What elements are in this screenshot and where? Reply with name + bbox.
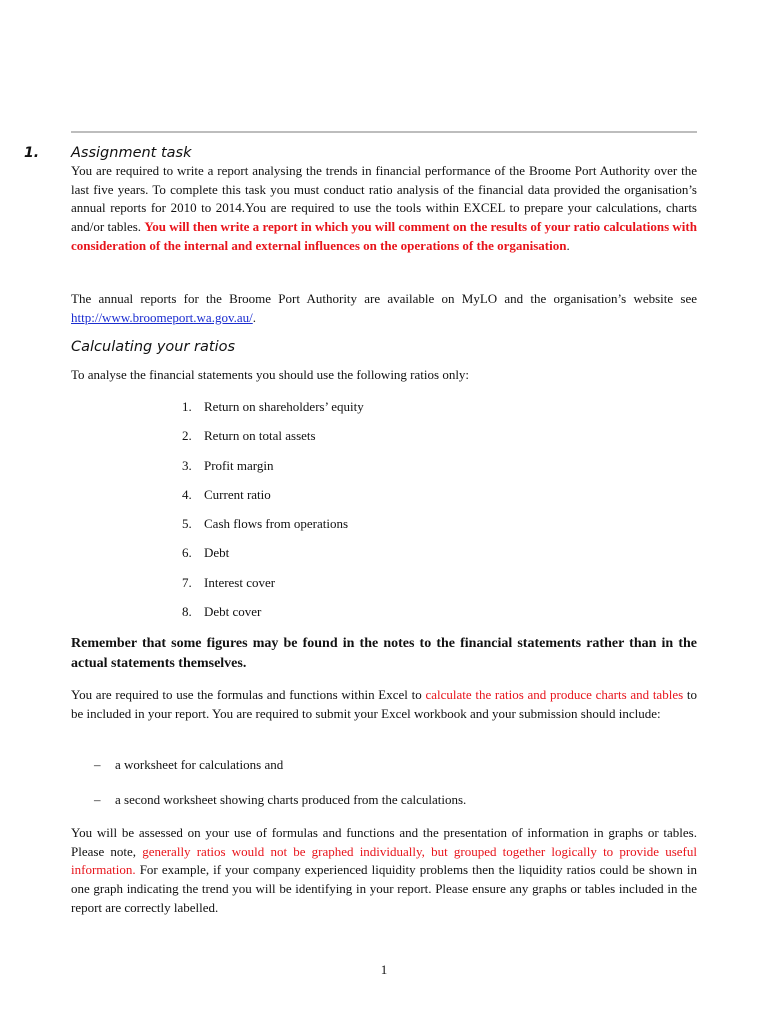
intro-emphasis: You will then write a report in which you will comment on the results of your ratio calculations with consideration of the internal and external influences on the operations of the organisation bbox=[71, 219, 697, 253]
ratio-item-label: Current ratio bbox=[204, 487, 271, 502]
ratios-intro: To analyse the financial statements you should use the following ratios only: bbox=[71, 367, 470, 382]
annual-reports-paragraph bbox=[71, 290, 697, 327]
assessment-text-start: You will be assessed on your use of formulas and functions and the presentation of information in graphs or tables. Please note, bbox=[71, 825, 697, 859]
ratio-item-number: 7. bbox=[182, 575, 192, 590]
intro-paragraph bbox=[71, 162, 697, 256]
submission-item bbox=[94, 756, 283, 774]
section-number: 1. bbox=[24, 145, 40, 161]
ratio-item-number: 4. bbox=[182, 487, 192, 502]
section-title: Assignment task bbox=[71, 145, 192, 161]
assessment-paragraph bbox=[71, 824, 697, 918]
excel-text-start: You are required to use the formulas and functions within Excel to bbox=[71, 687, 422, 702]
ratio-item-number: 8. bbox=[182, 604, 192, 619]
ratio-item-label: Cash flows from operations bbox=[204, 516, 349, 531]
ratio-item-number: 1. bbox=[182, 399, 192, 414]
intro-period: . bbox=[566, 237, 570, 253]
intro-text: You are required to write a report analysing the trends in financial performance of the Broome Port Authority over the last five years. To complete this task you must conduct ratio analysis of the financial data provided the organisation’s annual reports for 2010 to 2014.You are required to use the tools within EXCEL to prepare your calculations, charts and/or tables. bbox=[71, 163, 697, 235]
ratio-item bbox=[182, 603, 261, 621]
ratio-item-label: Return on shareholders’ equity bbox=[204, 399, 364, 414]
dash-bullet: – bbox=[94, 757, 101, 772]
submission-item bbox=[94, 791, 466, 809]
ratio-item bbox=[182, 515, 348, 533]
ratio-item-label: Interest cover bbox=[204, 575, 276, 590]
annual-reports-text: The annual reports for the Broome Port Authority are available on MyLO and the organisation’s website see bbox=[71, 291, 697, 306]
ratio-item-label: Profit margin bbox=[204, 458, 274, 473]
assessment-emphasis: generally ratios would not be graphed individually, but grouped together logically to provide useful information. bbox=[71, 843, 697, 878]
submission-item-label: a second worksheet showing charts produced from the calculations. bbox=[115, 792, 467, 807]
excel-paragraph bbox=[71, 686, 697, 723]
ratio-item bbox=[182, 398, 364, 416]
ratio-item-number: 6. bbox=[182, 545, 192, 560]
submission-item-label: a worksheet for calculations and bbox=[115, 757, 284, 772]
ratio-item-label: Debt bbox=[204, 545, 230, 560]
header-rule bbox=[71, 131, 697, 133]
ratio-item bbox=[182, 457, 273, 475]
ratio-item bbox=[182, 486, 271, 504]
dash-bullet: – bbox=[94, 792, 101, 807]
ratios-heading: Calculating your ratios bbox=[71, 339, 236, 355]
remember-note: Remember that some figures may be found in the notes to the financial statements rather than in the actual statements themselves. bbox=[71, 636, 697, 671]
assessment-text-end: For example, if your company experienced liquidity problems then the liquidity ratios could be shown in one graph indicating the trend you will be identifying in your report. Please ensure any graphs or tables included in the report are correctly labelled. bbox=[71, 862, 697, 915]
ratio-item bbox=[182, 427, 316, 445]
excel-emphasis: calculate the ratios and produce charts and tables bbox=[425, 687, 684, 702]
ratio-item-number: 5. bbox=[182, 516, 192, 531]
ratio-item-label: Debt cover bbox=[204, 604, 262, 619]
ratio-item-number: 2. bbox=[182, 428, 192, 443]
annual-reports-period: . bbox=[252, 309, 256, 325]
ratio-item bbox=[182, 544, 229, 562]
excel-text-end: to be included in your report. You are required to submit your Excel workbook and your submission should include: bbox=[71, 687, 697, 721]
ratio-item-label: Return on total assets bbox=[204, 428, 316, 443]
page-number: 1 bbox=[380, 962, 388, 977]
ratio-item bbox=[182, 574, 275, 592]
ratio-item-number: 3. bbox=[182, 458, 192, 473]
broome-port-link[interactable]: http://www.broomeport.wa.gov.au/ bbox=[71, 309, 253, 325]
